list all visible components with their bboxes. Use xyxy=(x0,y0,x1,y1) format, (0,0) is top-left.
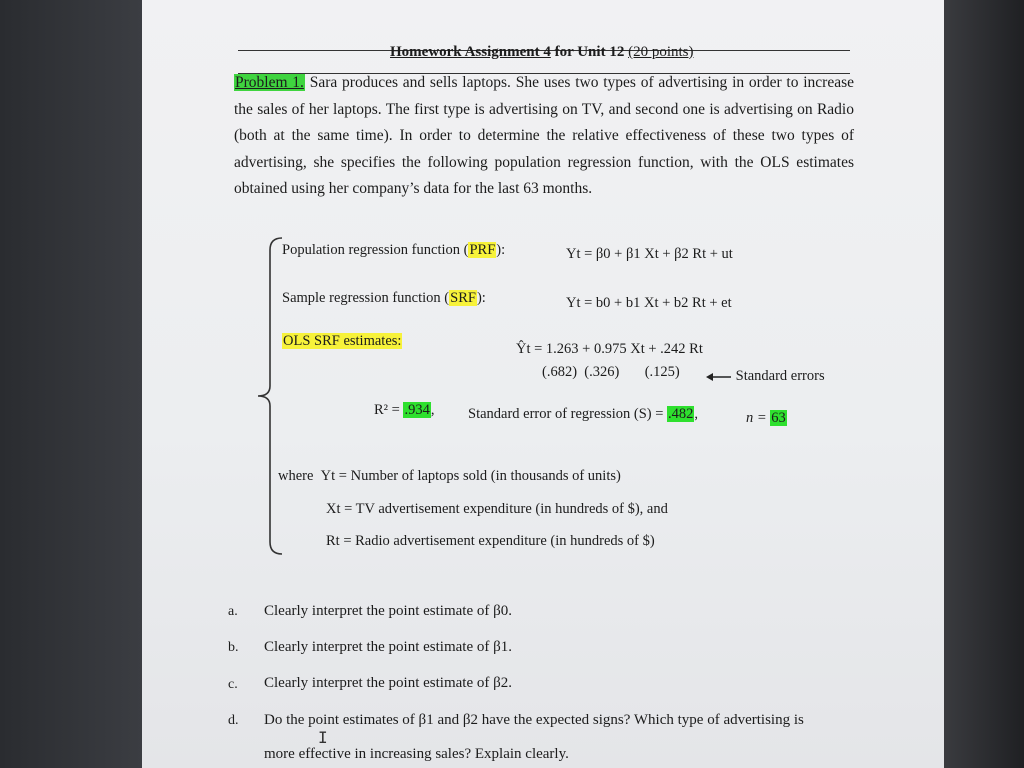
regression-standard-error-value: .482 xyxy=(668,406,694,422)
paper-sheet xyxy=(142,0,944,768)
desk-right-background xyxy=(944,0,1024,768)
problem-paragraph xyxy=(234,70,854,203)
standard-error-values: (.682) (.326) (.125) xyxy=(542,364,680,380)
srf-label: Sample regression function (SRF): xyxy=(282,290,486,306)
question-c-text: Clearly interpret the point estimate of β2. xyxy=(264,675,512,691)
where-word: where xyxy=(278,468,314,484)
title-points: (20 points) xyxy=(628,44,694,60)
text-cursor-icon: I xyxy=(318,728,328,747)
title-mid: for Unit 12 xyxy=(550,44,629,60)
prf-label: Population regression function (PRF): xyxy=(282,242,506,258)
question-c-letter: c. xyxy=(228,677,238,692)
question-d-text: Do the point estimates of β1 and β2 have the expected signs? Which type of advertising is xyxy=(264,712,804,728)
desk-left-background xyxy=(0,0,142,768)
model-brace xyxy=(250,236,290,556)
x-definition: Xt = TV advertisement expenditure (in hundreds of $), and xyxy=(326,501,668,517)
problem-label: Problem 1. xyxy=(235,74,304,91)
question-d-text-continued: more effective in increasing sales? Explain clearly. xyxy=(264,746,569,762)
problem-text: Sara produces and sells laptops. She uses two types of advertising in order to increase the sales of her laptops. The first type is advertising on TV, and second one is advertising on Radio (both at the same time). In order to determine the relative effectiveness of these two types of advertising, she specifies the following population regression function, with the OLS estimates obtained using her company’s data for the last 63 months. xyxy=(234,74,855,197)
prf-abbr: PRF xyxy=(469,242,496,258)
prf-equation: Yt = β0 + β1 Xt + β2 Rt + ut xyxy=(566,246,733,262)
ols-equation: Ŷt = 1.263 + 0.975 Xt + .242 Rt xyxy=(516,341,703,357)
standard-errors-label: Standard errors xyxy=(735,368,825,384)
regression-standard-error: Standard error of regression (S) = .482, xyxy=(468,406,699,422)
question-b-letter: b. xyxy=(228,640,239,655)
question-b-text: Clearly interpret the point estimate of β1. xyxy=(264,639,512,655)
title-main: Homework Assignment 4 xyxy=(390,44,551,60)
assignment-title xyxy=(390,44,694,61)
r-squared: R² = .934, xyxy=(374,402,435,418)
where-line xyxy=(278,468,621,485)
sample-size: n = 63 xyxy=(746,410,786,426)
srf-equation: Yt = b0 + b1 Xt + b2 Rt + et xyxy=(566,295,732,311)
y-definition: Yt = Number of laptops sold (in thousands of units) xyxy=(320,468,621,484)
sample-size-value: 63 xyxy=(771,410,786,426)
r-definition: Rt = Radio advertisement expenditure (in hundreds of $) xyxy=(326,533,655,549)
standard-errors-annotation xyxy=(706,368,825,385)
question-a-letter: a. xyxy=(228,604,238,619)
ols-label: OLS SRF estimates: xyxy=(283,333,402,349)
left-arrow-icon xyxy=(706,368,732,385)
r-squared-value: .934 xyxy=(404,402,430,418)
question-a-text: Clearly interpret the point estimate of β0. xyxy=(264,603,512,619)
question-d-letter: d. xyxy=(228,713,239,728)
srf-abbr: SRF xyxy=(450,290,476,306)
